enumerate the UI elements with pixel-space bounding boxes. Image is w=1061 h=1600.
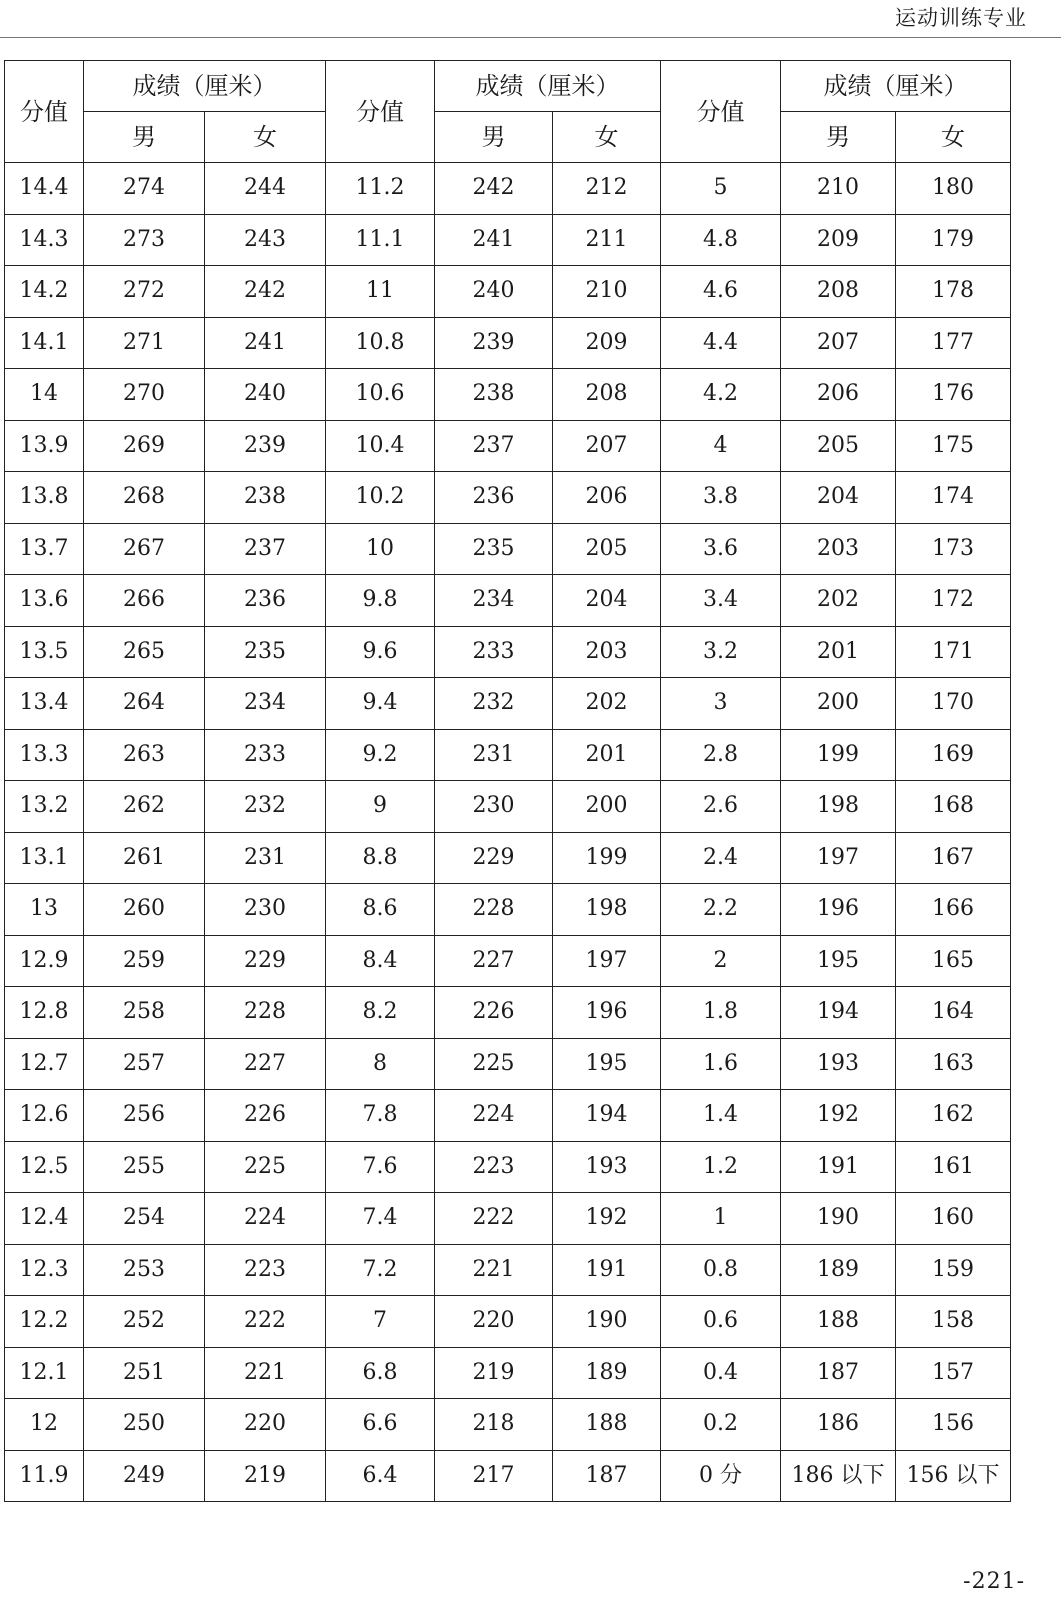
score-cell: 9.2 bbox=[326, 729, 435, 781]
score-table bbox=[4, 60, 1011, 1502]
score-cell: 13 bbox=[5, 884, 84, 936]
score-cell: 8.2 bbox=[326, 987, 435, 1039]
female-result-cell: 160 bbox=[896, 1193, 1011, 1245]
score-cell: 2.4 bbox=[661, 832, 781, 884]
female-result-cell: 224 bbox=[205, 1193, 326, 1245]
score-cell: 13.1 bbox=[5, 832, 84, 884]
score-cell: 12.3 bbox=[5, 1244, 84, 1296]
table-row bbox=[5, 884, 1011, 936]
male-result-cell: 196 bbox=[781, 884, 896, 936]
result-column-header: 成绩（厘米） bbox=[84, 61, 326, 112]
score-cell: 3.2 bbox=[661, 626, 781, 678]
table-row bbox=[5, 1296, 1011, 1348]
score-cell: 2.2 bbox=[661, 884, 781, 936]
female-result-cell: 244 bbox=[205, 163, 326, 215]
female-result-cell: 211 bbox=[553, 214, 661, 266]
female-result-cell: 241 bbox=[205, 317, 326, 369]
male-result-cell: 274 bbox=[84, 163, 205, 215]
female-result-cell: 168 bbox=[896, 781, 1011, 833]
score-cell: 12.7 bbox=[5, 1038, 84, 1090]
score-cell: 14.3 bbox=[5, 214, 84, 266]
table-row bbox=[5, 1244, 1011, 1296]
female-result-cell: 204 bbox=[553, 575, 661, 627]
male-result-cell: 254 bbox=[84, 1193, 205, 1245]
male-result-cell: 268 bbox=[84, 472, 205, 524]
male-result-cell: 269 bbox=[84, 420, 205, 472]
table-row bbox=[5, 214, 1011, 266]
female-result-cell: 206 bbox=[553, 472, 661, 524]
male-result-cell: 222 bbox=[435, 1193, 553, 1245]
male-result-cell: 242 bbox=[435, 163, 553, 215]
female-result-cell: 203 bbox=[553, 626, 661, 678]
female-result-cell: 178 bbox=[896, 266, 1011, 318]
result-column-header: 成绩（厘米） bbox=[781, 61, 1011, 112]
male-column-header: 男 bbox=[435, 112, 553, 163]
score-cell: 7.4 bbox=[326, 1193, 435, 1245]
score-cell: 7 bbox=[326, 1296, 435, 1348]
table-row bbox=[5, 935, 1011, 987]
female-result-cell: 192 bbox=[553, 1193, 661, 1245]
male-result-cell: 229 bbox=[435, 832, 553, 884]
male-result-cell: 238 bbox=[435, 369, 553, 421]
female-result-cell: 177 bbox=[896, 317, 1011, 369]
male-result-cell: 264 bbox=[84, 678, 205, 730]
header-divider bbox=[0, 37, 1061, 38]
score-cell: 11.2 bbox=[326, 163, 435, 215]
female-result-cell: 191 bbox=[553, 1244, 661, 1296]
score-cell: 13.4 bbox=[5, 678, 84, 730]
male-result-cell: 236 bbox=[435, 472, 553, 524]
male-result-cell: 232 bbox=[435, 678, 553, 730]
table-row bbox=[5, 1038, 1011, 1090]
score-cell: 4.6 bbox=[661, 266, 781, 318]
male-result-cell: 262 bbox=[84, 781, 205, 833]
score-cell: 13.5 bbox=[5, 626, 84, 678]
female-result-cell: 161 bbox=[896, 1141, 1011, 1193]
male-result-cell: 260 bbox=[84, 884, 205, 936]
score-cell: 13.9 bbox=[5, 420, 84, 472]
female-result-cell: 179 bbox=[896, 214, 1011, 266]
female-result-cell: 188 bbox=[553, 1399, 661, 1451]
score-cell: 6.6 bbox=[326, 1399, 435, 1451]
male-result-cell: 226 bbox=[435, 987, 553, 1039]
female-result-cell: 243 bbox=[205, 214, 326, 266]
score-cell: 12.9 bbox=[5, 935, 84, 987]
male-result-cell: 193 bbox=[781, 1038, 896, 1090]
male-result-cell: 205 bbox=[781, 420, 896, 472]
female-result-cell: 227 bbox=[205, 1038, 326, 1090]
table-row bbox=[5, 987, 1011, 1039]
male-result-cell: 198 bbox=[781, 781, 896, 833]
score-cell: 11.1 bbox=[326, 214, 435, 266]
male-result-cell: 271 bbox=[84, 317, 205, 369]
female-result-cell: 173 bbox=[896, 523, 1011, 575]
score-cell: 3.4 bbox=[661, 575, 781, 627]
score-cell: 12.5 bbox=[5, 1141, 84, 1193]
male-result-cell: 217 bbox=[435, 1450, 553, 1502]
score-cell: 4.2 bbox=[661, 369, 781, 421]
male-result-cell: 250 bbox=[84, 1399, 205, 1451]
score-cell: 4.4 bbox=[661, 317, 781, 369]
female-result-cell: 238 bbox=[205, 472, 326, 524]
score-cell: 0 分 bbox=[661, 1450, 781, 1502]
male-result-cell: 194 bbox=[781, 987, 896, 1039]
score-cell: 8.8 bbox=[326, 832, 435, 884]
male-result-cell: 204 bbox=[781, 472, 896, 524]
table-row bbox=[5, 420, 1011, 472]
female-result-cell: 210 bbox=[553, 266, 661, 318]
male-result-cell: 189 bbox=[781, 1244, 896, 1296]
table-row bbox=[5, 523, 1011, 575]
male-result-cell: 188 bbox=[781, 1296, 896, 1348]
female-column-header: 女 bbox=[896, 112, 1011, 163]
female-result-cell: 230 bbox=[205, 884, 326, 936]
score-cell: 12 bbox=[5, 1399, 84, 1451]
male-result-cell: 267 bbox=[84, 523, 205, 575]
score-cell: 0.4 bbox=[661, 1347, 781, 1399]
score-cell: 14.1 bbox=[5, 317, 84, 369]
female-result-cell: 170 bbox=[896, 678, 1011, 730]
result-column-header: 成绩（厘米） bbox=[435, 61, 661, 112]
table-row bbox=[5, 729, 1011, 781]
female-result-cell: 207 bbox=[553, 420, 661, 472]
male-result-cell: 251 bbox=[84, 1347, 205, 1399]
female-result-cell: 225 bbox=[205, 1141, 326, 1193]
score-cell: 9.4 bbox=[326, 678, 435, 730]
score-cell: 10.4 bbox=[326, 420, 435, 472]
female-result-cell: 221 bbox=[205, 1347, 326, 1399]
female-result-cell: 223 bbox=[205, 1244, 326, 1296]
male-result-cell: 199 bbox=[781, 729, 896, 781]
female-result-cell: 197 bbox=[553, 935, 661, 987]
running-header-title: 运动训练专业 bbox=[895, 6, 1027, 30]
score-cell: 1.8 bbox=[661, 987, 781, 1039]
female-result-cell: 226 bbox=[205, 1090, 326, 1142]
score-cell: 6.4 bbox=[326, 1450, 435, 1502]
score-cell: 2.6 bbox=[661, 781, 781, 833]
male-result-cell: 201 bbox=[781, 626, 896, 678]
female-result-cell: 196 bbox=[553, 987, 661, 1039]
female-result-cell: 187 bbox=[553, 1450, 661, 1502]
female-result-cell: 205 bbox=[553, 523, 661, 575]
score-cell: 0.2 bbox=[661, 1399, 781, 1451]
male-result-cell: 219 bbox=[435, 1347, 553, 1399]
table-row bbox=[5, 575, 1011, 627]
male-result-cell: 218 bbox=[435, 1399, 553, 1451]
score-cell: 12.1 bbox=[5, 1347, 84, 1399]
female-result-cell: 202 bbox=[553, 678, 661, 730]
female-result-cell: 156 以下 bbox=[896, 1450, 1011, 1502]
score-cell: 12.8 bbox=[5, 987, 84, 1039]
female-result-cell: 156 bbox=[896, 1399, 1011, 1451]
female-result-cell: 193 bbox=[553, 1141, 661, 1193]
score-cell: 7.6 bbox=[326, 1141, 435, 1193]
score-cell: 10.6 bbox=[326, 369, 435, 421]
male-result-cell: 233 bbox=[435, 626, 553, 678]
male-result-cell: 187 bbox=[781, 1347, 896, 1399]
score-cell: 14.2 bbox=[5, 266, 84, 318]
score-cell: 13.3 bbox=[5, 729, 84, 781]
male-result-cell: 203 bbox=[781, 523, 896, 575]
female-result-cell: 235 bbox=[205, 626, 326, 678]
male-result-cell: 249 bbox=[84, 1450, 205, 1502]
female-result-cell: 180 bbox=[896, 163, 1011, 215]
male-result-cell: 256 bbox=[84, 1090, 205, 1142]
table-row bbox=[5, 832, 1011, 884]
female-result-cell: 222 bbox=[205, 1296, 326, 1348]
male-result-cell: 270 bbox=[84, 369, 205, 421]
male-result-cell: 240 bbox=[435, 266, 553, 318]
female-result-cell: 209 bbox=[553, 317, 661, 369]
female-result-cell: 189 bbox=[553, 1347, 661, 1399]
score-cell: 8 bbox=[326, 1038, 435, 1090]
score-cell: 6.8 bbox=[326, 1347, 435, 1399]
male-result-cell: 200 bbox=[781, 678, 896, 730]
female-result-cell: 157 bbox=[896, 1347, 1011, 1399]
female-result-cell: 165 bbox=[896, 935, 1011, 987]
score-cell: 3 bbox=[661, 678, 781, 730]
score-cell: 10.8 bbox=[326, 317, 435, 369]
male-result-cell: 273 bbox=[84, 214, 205, 266]
male-result-cell: 192 bbox=[781, 1090, 896, 1142]
female-result-cell: 174 bbox=[896, 472, 1011, 524]
male-result-cell: 224 bbox=[435, 1090, 553, 1142]
male-result-cell: 266 bbox=[84, 575, 205, 627]
female-result-cell: 162 bbox=[896, 1090, 1011, 1142]
table-row bbox=[5, 472, 1011, 524]
female-result-cell: 240 bbox=[205, 369, 326, 421]
table-row bbox=[5, 1347, 1011, 1399]
score-cell: 8.6 bbox=[326, 884, 435, 936]
female-result-cell: 176 bbox=[896, 369, 1011, 421]
score-cell: 1 bbox=[661, 1193, 781, 1245]
table-row bbox=[5, 163, 1011, 215]
male-result-cell: 208 bbox=[781, 266, 896, 318]
male-column-header: 男 bbox=[84, 112, 205, 163]
female-result-cell: 166 bbox=[896, 884, 1011, 936]
female-result-cell: 208 bbox=[553, 369, 661, 421]
male-result-cell: 252 bbox=[84, 1296, 205, 1348]
male-result-cell: 202 bbox=[781, 575, 896, 627]
male-result-cell: 221 bbox=[435, 1244, 553, 1296]
score-column-header: 分值 bbox=[5, 61, 84, 163]
female-result-cell: 242 bbox=[205, 266, 326, 318]
score-cell: 3.8 bbox=[661, 472, 781, 524]
score-cell: 2 bbox=[661, 935, 781, 987]
table-row bbox=[5, 781, 1011, 833]
score-cell: 5 bbox=[661, 163, 781, 215]
table-row bbox=[5, 1141, 1011, 1193]
score-cell: 7.2 bbox=[326, 1244, 435, 1296]
header-row-2 bbox=[5, 112, 1011, 163]
score-cell: 14 bbox=[5, 369, 84, 421]
female-result-cell: 172 bbox=[896, 575, 1011, 627]
score-cell: 12.4 bbox=[5, 1193, 84, 1245]
female-result-cell: 199 bbox=[553, 832, 661, 884]
male-result-cell: 186 以下 bbox=[781, 1450, 896, 1502]
male-result-cell: 261 bbox=[84, 832, 205, 884]
score-cell: 8.4 bbox=[326, 935, 435, 987]
score-cell: 12.2 bbox=[5, 1296, 84, 1348]
female-result-cell: 201 bbox=[553, 729, 661, 781]
table-row bbox=[5, 369, 1011, 421]
female-result-cell: 237 bbox=[205, 523, 326, 575]
score-cell: 12.6 bbox=[5, 1090, 84, 1142]
male-result-cell: 220 bbox=[435, 1296, 553, 1348]
male-result-cell: 210 bbox=[781, 163, 896, 215]
female-result-cell: 175 bbox=[896, 420, 1011, 472]
female-result-cell: 198 bbox=[553, 884, 661, 936]
score-cell: 10 bbox=[326, 523, 435, 575]
male-result-cell: 228 bbox=[435, 884, 553, 936]
male-result-cell: 227 bbox=[435, 935, 553, 987]
score-column-header: 分值 bbox=[326, 61, 435, 163]
page-number: -221- bbox=[963, 1569, 1025, 1594]
female-result-cell: 229 bbox=[205, 935, 326, 987]
table-row bbox=[5, 626, 1011, 678]
female-result-cell: 219 bbox=[205, 1450, 326, 1502]
female-result-cell: 171 bbox=[896, 626, 1011, 678]
score-cell: 7.8 bbox=[326, 1090, 435, 1142]
male-result-cell: 263 bbox=[84, 729, 205, 781]
table-row bbox=[5, 317, 1011, 369]
table-row bbox=[5, 1193, 1011, 1245]
female-result-cell: 159 bbox=[896, 1244, 1011, 1296]
female-result-cell: 236 bbox=[205, 575, 326, 627]
male-result-cell: 237 bbox=[435, 420, 553, 472]
score-cell: 1.6 bbox=[661, 1038, 781, 1090]
female-result-cell: 228 bbox=[205, 987, 326, 1039]
female-result-cell: 164 bbox=[896, 987, 1011, 1039]
female-result-cell: 194 bbox=[553, 1090, 661, 1142]
male-result-cell: 207 bbox=[781, 317, 896, 369]
score-cell: 9.6 bbox=[326, 626, 435, 678]
table-row bbox=[5, 1090, 1011, 1142]
male-result-cell: 258 bbox=[84, 987, 205, 1039]
score-cell: 0.8 bbox=[661, 1244, 781, 1296]
female-column-header: 女 bbox=[553, 112, 661, 163]
male-result-cell: 197 bbox=[781, 832, 896, 884]
table-row bbox=[5, 1399, 1011, 1451]
score-cell: 4 bbox=[661, 420, 781, 472]
female-result-cell: 239 bbox=[205, 420, 326, 472]
header-row-1 bbox=[5, 61, 1011, 112]
male-result-cell: 186 bbox=[781, 1399, 896, 1451]
male-result-cell: 191 bbox=[781, 1141, 896, 1193]
score-cell: 11.9 bbox=[5, 1450, 84, 1502]
score-cell: 1.4 bbox=[661, 1090, 781, 1142]
male-result-cell: 253 bbox=[84, 1244, 205, 1296]
female-result-cell: 169 bbox=[896, 729, 1011, 781]
score-cell: 1.2 bbox=[661, 1141, 781, 1193]
male-result-cell: 195 bbox=[781, 935, 896, 987]
male-result-cell: 231 bbox=[435, 729, 553, 781]
score-column-header: 分值 bbox=[661, 61, 781, 163]
score-cell: 13.8 bbox=[5, 472, 84, 524]
score-cell: 13.2 bbox=[5, 781, 84, 833]
female-result-cell: 220 bbox=[205, 1399, 326, 1451]
score-cell: 13.7 bbox=[5, 523, 84, 575]
score-cell: 0.6 bbox=[661, 1296, 781, 1348]
score-cell: 9 bbox=[326, 781, 435, 833]
female-result-cell: 158 bbox=[896, 1296, 1011, 1348]
female-result-cell: 233 bbox=[205, 729, 326, 781]
score-cell: 9.8 bbox=[326, 575, 435, 627]
male-result-cell: 239 bbox=[435, 317, 553, 369]
male-result-cell: 234 bbox=[435, 575, 553, 627]
table-row bbox=[5, 266, 1011, 318]
male-result-cell: 190 bbox=[781, 1193, 896, 1245]
male-result-cell: 259 bbox=[84, 935, 205, 987]
score-cell: 2.8 bbox=[661, 729, 781, 781]
female-result-cell: 234 bbox=[205, 678, 326, 730]
male-result-cell: 272 bbox=[84, 266, 205, 318]
male-result-cell: 209 bbox=[781, 214, 896, 266]
female-result-cell: 231 bbox=[205, 832, 326, 884]
male-result-cell: 223 bbox=[435, 1141, 553, 1193]
table-row bbox=[5, 678, 1011, 730]
score-cell: 14.4 bbox=[5, 163, 84, 215]
score-table-body bbox=[5, 163, 1011, 1502]
female-result-cell: 195 bbox=[553, 1038, 661, 1090]
score-cell: 13.6 bbox=[5, 575, 84, 627]
female-result-cell: 167 bbox=[896, 832, 1011, 884]
male-result-cell: 230 bbox=[435, 781, 553, 833]
score-cell: 10.2 bbox=[326, 472, 435, 524]
score-cell: 3.6 bbox=[661, 523, 781, 575]
male-result-cell: 257 bbox=[84, 1038, 205, 1090]
female-result-cell: 190 bbox=[553, 1296, 661, 1348]
male-column-header: 男 bbox=[781, 112, 896, 163]
female-result-cell: 212 bbox=[553, 163, 661, 215]
male-result-cell: 206 bbox=[781, 369, 896, 421]
male-result-cell: 255 bbox=[84, 1141, 205, 1193]
score-cell: 11 bbox=[326, 266, 435, 318]
male-result-cell: 241 bbox=[435, 214, 553, 266]
female-result-cell: 232 bbox=[205, 781, 326, 833]
table-row bbox=[5, 1450, 1011, 1502]
male-result-cell: 225 bbox=[435, 1038, 553, 1090]
score-cell: 4.8 bbox=[661, 214, 781, 266]
male-result-cell: 265 bbox=[84, 626, 205, 678]
female-result-cell: 163 bbox=[896, 1038, 1011, 1090]
female-result-cell: 200 bbox=[553, 781, 661, 833]
female-column-header: 女 bbox=[205, 112, 326, 163]
male-result-cell: 235 bbox=[435, 523, 553, 575]
